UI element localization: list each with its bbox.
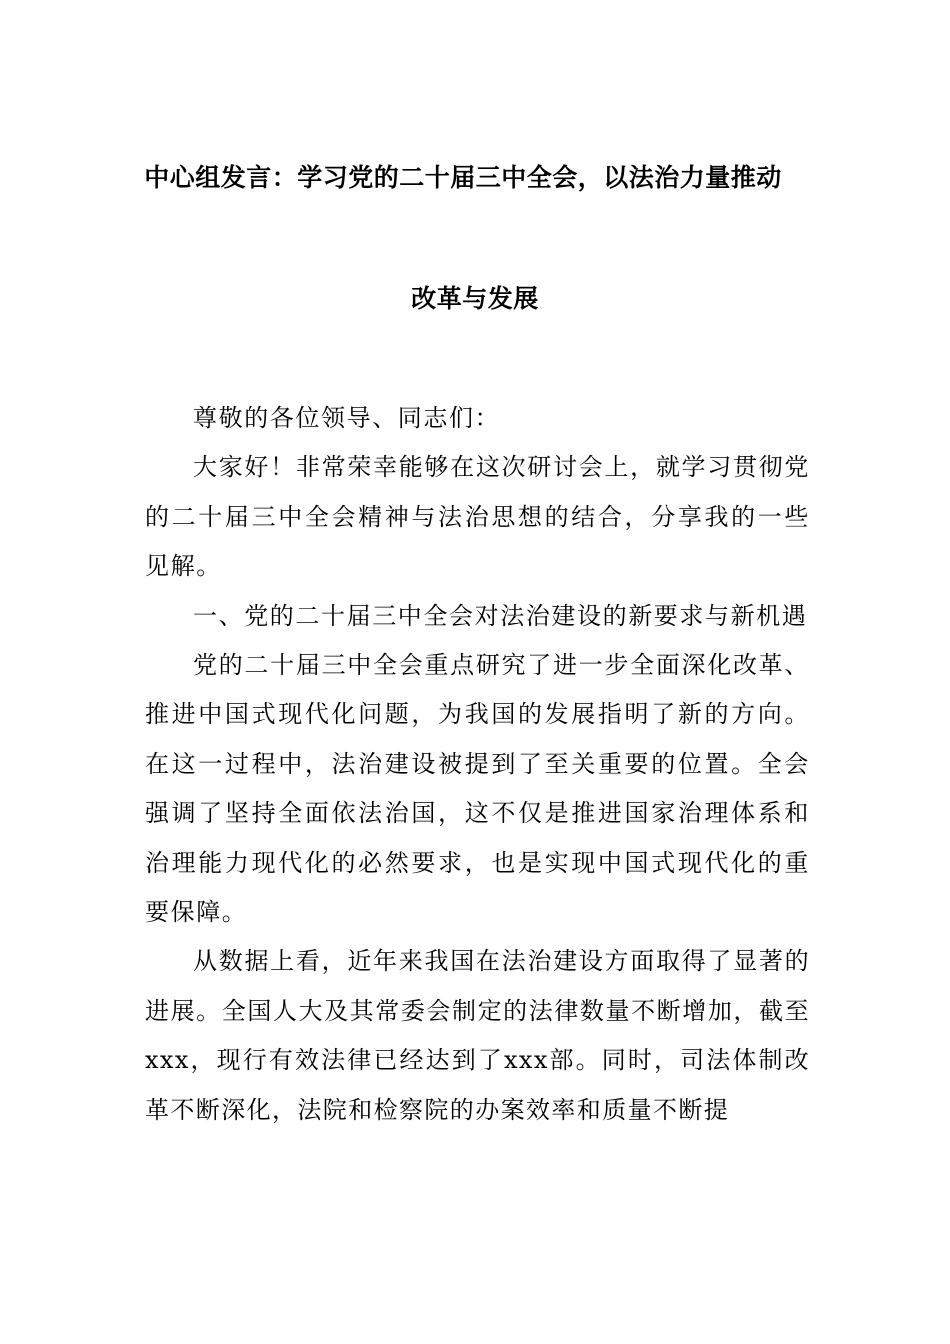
body-paragraph: 从数据上看，近年来我国在法治建设方面取得了显著的进展。全国人大及其常委会制定的法律数量不断增加，截至xxx，现行有效法律已经达到了xxx部。同时，司法体制改革不断深化，法院和检察院的办案效率和质量不断提 — [145, 947, 810, 1124]
greeting-paragraph: 大家好！非常荣幸能够在这次研讨会上，就学习贯彻党的二十届三中全会精神与法治思想的结合，分享我的一些见解。 — [145, 453, 810, 581]
section-heading-1: 一、党的二十届三中全会对法治建设的新要求与新机遇 — [193, 601, 808, 630]
document-title-line-1: 中心组发言：学习党的二十届三中全会，以法治力量推动 — [144, 163, 782, 192]
body-paragraph: 党的二十届三中全会重点研究了进一步全面深化改革、推进中国式现代化问题，为我国的发展指明了新的方向。在这一过程中，法治建设被提到了至关重要的位置。全会强调了坚持全面依法治国，这不仅是推进国家治理体系和治理能力现代化的必然要求，也是实现中国式现代化的重要保障。 — [145, 651, 810, 927]
document-body — [145, 394, 810, 1135]
document-title-line-2: 改革与发展 — [411, 284, 539, 313]
salutation-paragraph: 尊敬的各位领导、同志们： — [193, 404, 501, 432]
